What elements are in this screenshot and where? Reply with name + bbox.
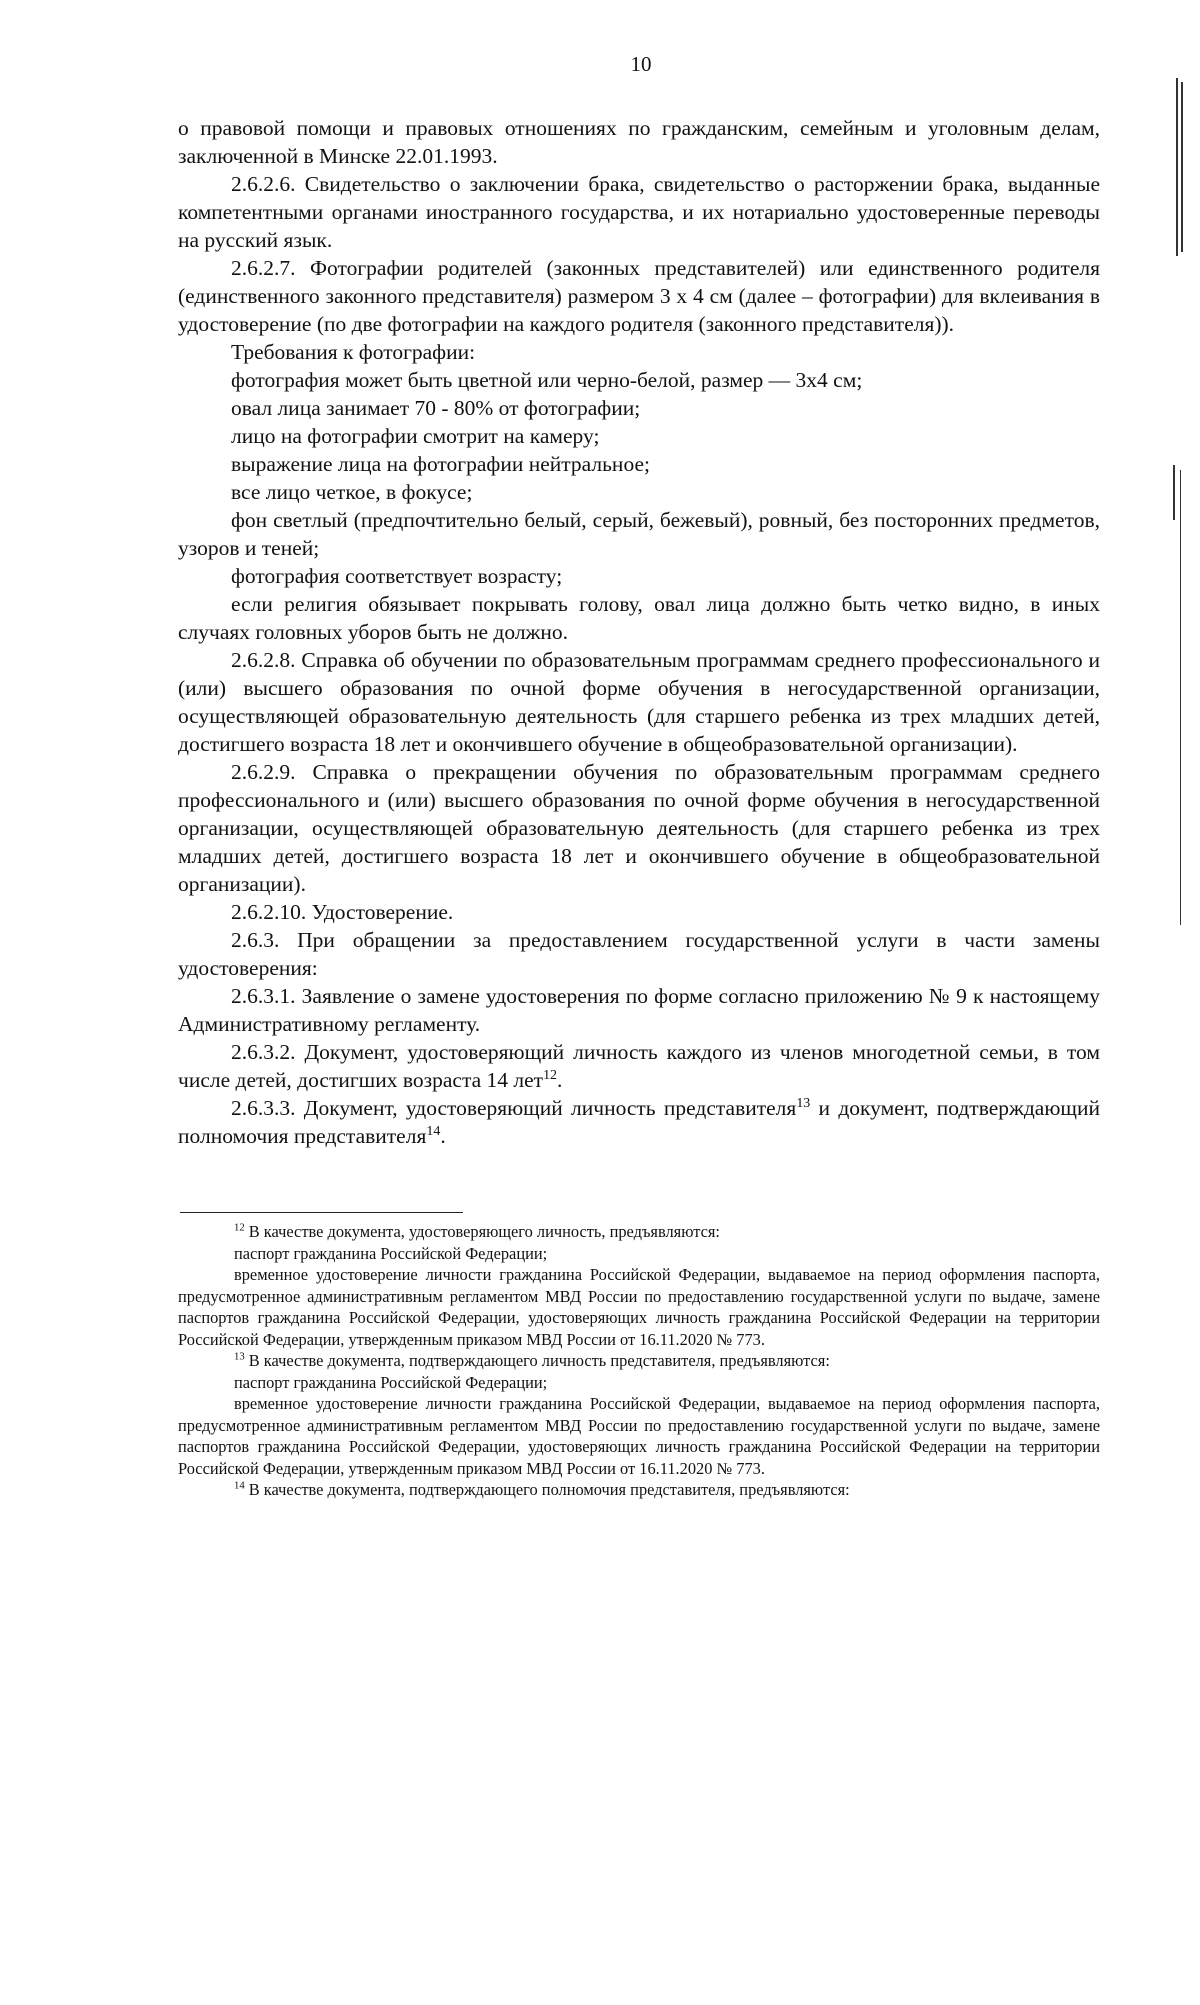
paragraph-tail: .: [557, 1068, 563, 1092]
paragraph: 2.6.3. При обращении за предоставлением государственной услуги в части замены удостоверения:: [178, 928, 1100, 980]
footnote-number: 13: [234, 1351, 245, 1363]
page-number: 10: [630, 52, 652, 76]
footnote-text: В качестве документа, удостоверяющего личность, предъявляются:: [244, 1222, 720, 1241]
list-item: овал лица занимает 70 - 80% от фотографии;: [231, 396, 641, 420]
footnote-separator: [180, 1212, 463, 1213]
paragraph: 2.6.2.7. Фотографии родителей (законных представителей) или единственного родителя (единственного законного представителя) размером 3 х 4 см (далее – фотографии) для вклеивания в удостоверение (по две фотографии на каждого родителя (законного представителя)).: [178, 256, 1100, 336]
scan-artifact-line: [1176, 78, 1178, 256]
footnote-text: В качестве документа, подтверждающего личность представителя, предъявляются:: [244, 1351, 830, 1370]
footnote-ref: 14: [426, 1123, 441, 1139]
footnote-ref: 12: [543, 1067, 558, 1083]
paragraph: Требования к фотографии:: [231, 340, 476, 364]
footnote: [178, 1221, 1100, 1243]
paragraph-text-continued: и документ, подтверждающий полномочия представителя: [178, 1096, 1100, 1148]
paragraph-text: 2.6.3.2. Документ, удостоверяющий личность каждого из членов многодетной семьи, в том числе детей, достигших возраста 14 лет: [178, 1040, 1100, 1092]
list-item: фотография может быть цветной или черно-белой, размер — 3х4 см;: [231, 368, 863, 392]
footnote-ref: 13: [796, 1095, 811, 1111]
list-item: лицо на фотографии смотрит на камеру;: [231, 424, 600, 448]
footnote: паспорт гражданина Российской Федерации;: [234, 1372, 548, 1392]
paragraph: 2.6.2.8. Справка об обучении по образовательным программам среднего профессионального и (или) высшего образования по очной форме обучения в негосударственной организации, осуществляющей образовательную деятельность (для старшего ребенка из трех младших детей, достигшего возраста 18 лет и окончившего обучение в общеобразовательной организации).: [178, 648, 1100, 756]
paragraph: 2.6.2.9. Справка о прекращении обучения по образовательным программам среднего профессионального и (или) высшего образования по очной форме обучения в негосударственной организации, осуществляющей образовательную деятельность (для старшего ребенка из трех младших детей, достигшего возраста 18 лет и окончившего обучение в общеобразовательной организации).: [178, 760, 1100, 896]
paragraph: [178, 1094, 1100, 1150]
list-item: фотография соответствует возрасту;: [231, 564, 563, 588]
paragraph: 2.6.2.10. Удостоверение.: [231, 900, 454, 924]
footnote: [178, 1479, 1100, 1501]
paragraph-tail: .: [440, 1124, 446, 1148]
paragraph: 2.6.3.1. Заявление о замене удостоверения по форме согласно приложению № 9 к настоящему Административному регламенту.: [178, 984, 1100, 1036]
main-text: [178, 114, 1100, 1150]
scan-artifact-line: [1181, 82, 1183, 252]
list-item: выражение лица на фотографии нейтральное;: [231, 452, 650, 476]
footnote-number: 12: [234, 1222, 245, 1234]
scan-artifact-line: [1180, 470, 1181, 925]
footnote: временное удостоверение личности гражданина Российской Федерации, выдаваемое на период оформления паспорта, предусмотренное административным регламентом МВД России по предоставлению государственной услуги по выдаче, замене паспортов гражданина Российской Федерации, удостоверяющих личность гражданина Российской Федерации на территории Российской Федерации, утвержденным приказом МВД России от 16.11.2020 № 773.: [178, 1265, 1100, 1349]
list-item: все лицо четкое, в фокусе;: [231, 480, 473, 504]
footnote-text: В качестве документа, подтверждающего полномочия представителя, предъявляются:: [244, 1480, 850, 1499]
scan-artifact-line: [1173, 465, 1175, 520]
paragraph: 2.6.2.6. Свидетельство о заключении брака, свидетельство о расторжении брака, выданные компетентными органами иностранного государства, и их нотариально удостоверенные переводы на русский язык.: [178, 172, 1100, 252]
footnote: [178, 1350, 1100, 1372]
paragraph: о правовой помощи и правовых отношениях по гражданским, семейным и уголовным делам, заключенной в Минске 22.01.1993.: [178, 116, 1100, 168]
paragraph: [178, 1038, 1100, 1094]
list-item: если религия обязывает покрывать голову, овал лица должно быть четко видно, в иных случаях головных уборов быть не должно.: [178, 592, 1100, 644]
footnote-number: 14: [234, 1480, 245, 1492]
footnote: паспорт гражданина Российской Федерации;: [234, 1243, 548, 1263]
footnote: временное удостоверение личности гражданина Российской Федерации, выдаваемое на период оформления паспорта, предусмотренное административным регламентом МВД России по предоставлению государственной услуги по выдаче, замене паспортов гражданина Российской Федерации, удостоверяющих личность гражданина Российской Федерации на территории Российской Федерации, утвержденным приказом МВД России от 16.11.2020 № 773.: [178, 1394, 1100, 1478]
list-item: фон светлый (предпочтительно белый, серый, бежевый), ровный, без посторонних предметов, узоров и теней;: [178, 508, 1100, 560]
footnotes: [178, 1221, 1100, 1501]
paragraph-text: 2.6.3.3. Документ, удостоверяющий личность представителя: [231, 1096, 797, 1120]
